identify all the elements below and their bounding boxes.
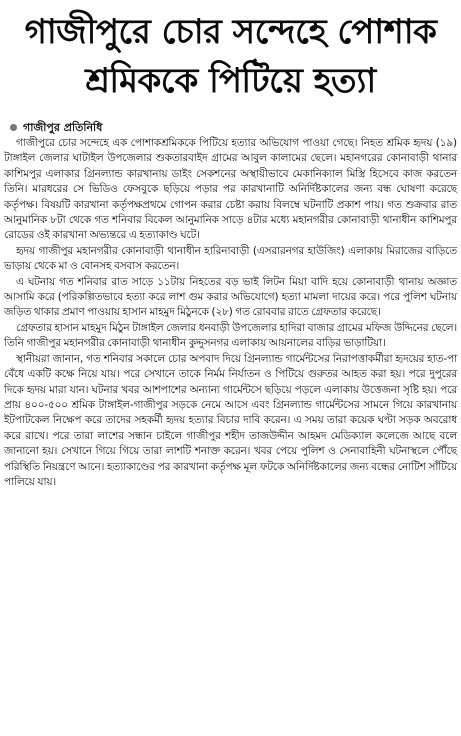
- paragraph: গাজীপুরে চোর সন্দেহে এক পোশাকশ্রমিককে পিটিয়ে হত্যার অভিযোগ পাওয়া গেছে। নিহত শ্রমিক হৃদয় (১৯) টাঙ্গাইল জেলার ঘাটাইল উপজেলার শুকতারবাইদ গ্রামের আবুল কালামের ছেলে। মহানগরের কোনাবাড়ী থানার কাশিমপুর এলাকার গ্রিনল্যান্ড কারখানায় ডাইং সেকশনের অস্থায়ীভাবে মেকানিক্যাল মিস্ত্রি হিসেবে কাজ করতেন তিনি। মারধরের সে ভিডিও ফেসবুকে ছড়িয়ে পড়ার পর কারখানাটি অনির্দিষ্টকালের জন্য বন্ধ ঘোষণা করেছে কর্তৃপক্ষ। বিষয়টি কারখানা কর্তৃপক্ষপ্রথমে গোপন করার চেষ্টা করায় বিলম্বে ঘটনাটি প্রকাশ পায়। গত শুক্রবার রাত আনুমানিক ৮টা থেকে গত শনিবার বিকেল আনুমানিক সাড়ে ৪টার মধ্যে মহানগরীর কোনাবাড়ী থানাধীন কাশিমপুর রোডের ওই কারখানা অভ্যন্তরে এ হত্যাকাণ্ড ঘটে।: [4, 137, 457, 242]
- bullet-icon: [10, 124, 17, 131]
- paragraph: হৃদয় গাজীপুর মহানগরীর কোনাবাড়ী থানাধীন হারিনাবাড়ী (এসরারনগর হাউজিং) এলাকায় মিরাজের বাড়িতে ভাড়ায় থেকে মা ও বোনসহ বসবাস করতেন।: [4, 244, 457, 273]
- paragraph: গ্রেফতার হাসান মাহমুদ মিঠুন টাঙ্গাইল জেলার ধনবাড়ী উপজেলার হাদিরা বাজার গ্রামের মফিজ উদ্দিনের ছেলে। তিনি গাজীপুর মহানগরীর কোনাবাড়ী থানাধীন কুদ্দুসনগর এলাকায় আয়নালের বাড়ির ভাড়াটিয়া।: [4, 321, 457, 350]
- paragraph: স্থানীয়রা জানান, গত শনিবার সকালে চোর অপবাদ দিয়ে গ্রিনল্যান্ড গার্মেন্টসের নিরাপত্তাকর্মীরা হৃদয়ের হাত-পা বেঁধে একটি কক্ষে নিয়ে যায়। পরে সেখানে তাকে নির্মম নির্যাতন ও পিটিয়ে গুরুতর আহত করা হয়। পরে দুপুরের দিকে হৃদয় মারা যান। ঘটনার খবর আশপাশের অন্যান্য গার্মেন্টসে ছড়িয়ে পড়লে এলাকায় উত্তেজনা সৃষ্টি হয়। পরে প্রায় ৪০০-৫০০ শ্রমিক টাঙ্গাইল-গাজীপুর সড়কে নেমে আসে এবং গ্রিনল্যান্ড গার্মেন্টসের সামনে গিয়ে কারখানায় ইটপাটকেল নিক্ষেপ করে তাদের সহকর্মী হৃদয় হত্যার বিচার দাবি করেন। এ সময় তারা কয়েক ঘণ্টা সড়ক অবরোধ করে রাখে। পরে তারা লাশের সন্ধান চাইলে গাজীপুর শহীদ তাজউদ্দীন আহমদ মেডিক্যাল কলেজে আছে বলে জানানো হয়। সেখানে গিয়ে গিয়ে তারা লাশটি শনাক্ত করেন। খবর পেয়ে পুলিশ ও সেনাবাহিনী ঘটনাস্থলে পৌঁছে পরিস্থিতি নিয়ন্ত্রণে আনে। হত্যাকাণ্ডের পর কারখানা কর্তৃপক্ষ মূল ফটকে অনির্দিষ্টকালের জন্য বন্ধের নোটিশ সাঁটিয়ে পালিয়ে যায়।: [4, 352, 457, 488]
- byline: [4, 120, 457, 135]
- article-body: [4, 136, 457, 490]
- headline-line-2: শ্রমিককে পিটিয়ে হত্যা: [85, 61, 376, 101]
- headline: [4, 8, 457, 106]
- paragraph: এ ঘটনায় গত শনিবার রাত সাড়ে ১১টায় নিহতের বড় ভাই লিটন মিয়া বাদি হয়ে কোনাবাড়ী থানায় অজ্ঞাত আসামি করে (পরিকল্পিতভাবে হত্যা করে লাশ গুম করার অভিযোগে) হত্যা মামলা দায়ের করে। পরে পুলিশ ঘটনায় জড়িত থাকার প্রমাণ পাওয়ায় হাসান মাহমুদ মিঠুনকে (২৮) গত রোববার রাতে গ্রেফতার করেছে।: [4, 275, 457, 319]
- headline-line-1: গাজীপুরে চোর সন্দেহে পোশাক: [24, 12, 437, 52]
- byline-text: গাজীপুর প্রতিনিধি: [23, 121, 103, 134]
